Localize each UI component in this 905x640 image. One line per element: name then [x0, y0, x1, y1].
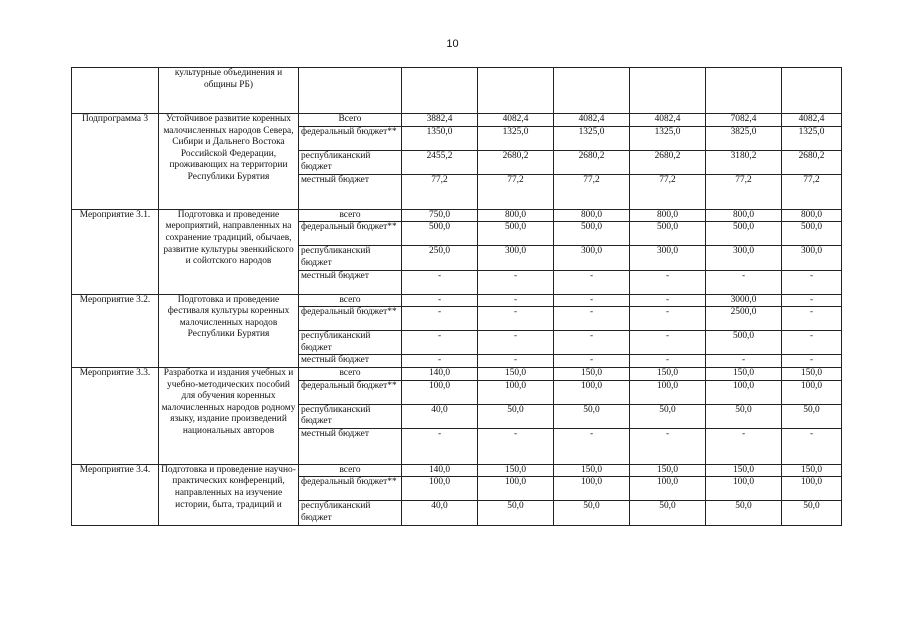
value-cell: - — [478, 331, 554, 355]
value-cell: 4082,4 — [630, 114, 706, 127]
program-code-cell: Мероприятие 3.1. — [72, 209, 159, 294]
funding-source-cell: всего — [299, 464, 402, 477]
value-cell: 100,0 — [402, 477, 478, 501]
value-cell: 500,0 — [630, 222, 706, 246]
value-cell: 100,0 — [630, 477, 706, 501]
funding-source-cell: республиканский бюджет — [299, 501, 402, 525]
budget-table — [71, 67, 842, 526]
cont-value-cell — [630, 68, 706, 114]
value-cell: 50,0 — [706, 501, 782, 525]
value-cell: 2680,2 — [478, 150, 554, 174]
value-cell: - — [402, 331, 478, 355]
value-cell: 50,0 — [554, 404, 630, 428]
funding-source-cell: федеральный бюджет** — [299, 477, 402, 501]
value-cell: 50,0 — [478, 501, 554, 525]
value-cell: 300,0 — [706, 246, 782, 270]
funding-source-cell: местный бюджет — [299, 174, 402, 209]
value-cell: 1325,0 — [554, 126, 630, 150]
value-cell: 77,2 — [630, 174, 706, 209]
funding-source-cell: всего — [299, 209, 402, 222]
value-cell: 50,0 — [782, 501, 842, 525]
program-code-cell: Подпрограмма 3 — [72, 114, 159, 210]
value-cell: 150,0 — [782, 367, 842, 380]
value-cell: 50,0 — [630, 501, 706, 525]
value-cell: - — [630, 307, 706, 331]
value-cell: - — [706, 355, 782, 368]
value-cell: 100,0 — [782, 380, 842, 404]
value-cell: - — [630, 331, 706, 355]
cont-code-cell — [72, 68, 159, 114]
funding-source-cell: всего — [299, 367, 402, 380]
page-number: 10 — [446, 38, 459, 50]
value-cell: 140,0 — [402, 464, 478, 477]
value-cell: 100,0 — [402, 380, 478, 404]
value-cell: 1325,0 — [630, 126, 706, 150]
value-cell: - — [478, 270, 554, 294]
value-cell: - — [782, 294, 842, 307]
value-cell: - — [782, 331, 842, 355]
value-cell: 800,0 — [554, 209, 630, 222]
value-cell: 800,0 — [706, 209, 782, 222]
funding-source-cell: местный бюджет — [299, 355, 402, 368]
program-code-cell: Мероприятие 3.4. — [72, 464, 159, 525]
value-cell: 3000,0 — [706, 294, 782, 307]
value-cell: 50,0 — [554, 501, 630, 525]
table-row-continuation — [72, 68, 842, 114]
value-cell: 7082,4 — [706, 114, 782, 127]
funding-source-cell: федеральный бюджет** — [299, 307, 402, 331]
value-cell: - — [782, 307, 842, 331]
value-cell: 140,0 — [402, 367, 478, 380]
value-cell: 77,2 — [782, 174, 842, 209]
value-cell: - — [782, 355, 842, 368]
value-cell: 1325,0 — [478, 126, 554, 150]
value-cell: 100,0 — [554, 477, 630, 501]
value-cell: - — [554, 355, 630, 368]
value-cell: 77,2 — [402, 174, 478, 209]
value-cell: 100,0 — [478, 380, 554, 404]
funding-source-cell: республиканский бюджет — [299, 150, 402, 174]
cont-value-cell — [554, 68, 630, 114]
program-title-cell: Разработка и издания учебных и учебно-методических пособий для обучения коренных малочисленных народов родному языку, издание произведений национальных авторов — [159, 367, 299, 464]
value-cell: 2680,2 — [554, 150, 630, 174]
value-cell: - — [630, 270, 706, 294]
value-cell: - — [706, 270, 782, 294]
value-cell: 1350,0 — [402, 126, 478, 150]
value-cell: 100,0 — [706, 477, 782, 501]
value-cell: - — [402, 307, 478, 331]
value-cell: 4082,4 — [554, 114, 630, 127]
value-cell: 300,0 — [630, 246, 706, 270]
program-code-cell: Мероприятие 3.3. — [72, 367, 159, 464]
value-cell: 500,0 — [706, 222, 782, 246]
value-cell: 800,0 — [782, 209, 842, 222]
cont-title-cell: культурные объединения и общины РБ) — [159, 68, 299, 114]
value-cell: 300,0 — [478, 246, 554, 270]
cont-value-cell — [402, 68, 478, 114]
value-cell: 40,0 — [402, 501, 478, 525]
value-cell: 4082,4 — [782, 114, 842, 127]
value-cell: 100,0 — [706, 380, 782, 404]
funding-source-cell: местный бюджет — [299, 270, 402, 294]
value-cell: 150,0 — [630, 367, 706, 380]
value-cell: 50,0 — [782, 404, 842, 428]
value-cell: 3882,4 — [402, 114, 478, 127]
value-cell: 500,0 — [402, 222, 478, 246]
value-cell: 500,0 — [706, 331, 782, 355]
value-cell: - — [478, 355, 554, 368]
value-cell: 40,0 — [402, 404, 478, 428]
value-cell: - — [402, 270, 478, 294]
value-cell: 77,2 — [478, 174, 554, 209]
value-cell: 1325,0 — [782, 126, 842, 150]
value-cell: 150,0 — [630, 464, 706, 477]
funding-source-cell: всего — [299, 294, 402, 307]
value-cell: - — [630, 428, 706, 464]
value-cell: 50,0 — [630, 404, 706, 428]
value-cell: 150,0 — [554, 464, 630, 477]
program-title-cell: Подготовка и проведение научно-практических конференций, направленных на изучение истории, быта, традиций и — [159, 464, 299, 525]
value-cell: 150,0 — [554, 367, 630, 380]
value-cell: 150,0 — [782, 464, 842, 477]
value-cell: - — [706, 428, 782, 464]
value-cell: 100,0 — [782, 477, 842, 501]
value-cell: - — [402, 355, 478, 368]
value-cell: 750,0 — [402, 209, 478, 222]
value-cell: 300,0 — [554, 246, 630, 270]
cont-source-cell — [299, 68, 402, 114]
funding-source-cell: местный бюджет — [299, 428, 402, 464]
value-cell: 250,0 — [402, 246, 478, 270]
value-cell: - — [402, 294, 478, 307]
value-cell: 800,0 — [630, 209, 706, 222]
table-row — [72, 114, 842, 127]
program-title-cell: Подготовка и проведение фестиваля культуры коренных малочисленных народов Республики Бурятия — [159, 294, 299, 367]
value-cell: 2455,2 — [402, 150, 478, 174]
value-cell: - — [630, 355, 706, 368]
funding-source-cell: федеральный бюджет** — [299, 380, 402, 404]
value-cell: - — [554, 331, 630, 355]
table-row — [72, 367, 842, 380]
funding-source-cell: республиканский бюджет — [299, 246, 402, 270]
program-title-cell: Устойчивое развитие коренных малочисленных народов Севера, Сибири и Дальнего Востока Российской Федерации, проживающих на территории Республики Бурятия — [159, 114, 299, 210]
budget-table-body — [72, 68, 842, 526]
value-cell: 100,0 — [554, 380, 630, 404]
value-cell: 50,0 — [478, 404, 554, 428]
value-cell: - — [782, 270, 842, 294]
value-cell: - — [478, 307, 554, 331]
value-cell: - — [478, 428, 554, 464]
value-cell: 100,0 — [630, 380, 706, 404]
value-cell: 77,2 — [706, 174, 782, 209]
value-cell: 150,0 — [706, 367, 782, 380]
table-row — [72, 294, 842, 307]
value-cell: 100,0 — [478, 477, 554, 501]
funding-source-cell: Всего — [299, 114, 402, 127]
cont-value-cell — [706, 68, 782, 114]
value-cell: 50,0 — [706, 404, 782, 428]
value-cell: - — [554, 294, 630, 307]
value-cell: - — [554, 428, 630, 464]
funding-source-cell: республиканский бюджет — [299, 404, 402, 428]
value-cell: 500,0 — [554, 222, 630, 246]
value-cell: 4082,4 — [478, 114, 554, 127]
value-cell: 77,2 — [554, 174, 630, 209]
value-cell: - — [554, 307, 630, 331]
value-cell: 2680,2 — [630, 150, 706, 174]
value-cell: 3180,2 — [706, 150, 782, 174]
value-cell: - — [630, 294, 706, 307]
funding-source-cell: федеральный бюджет** — [299, 126, 402, 150]
funding-source-cell: федеральный бюджет** — [299, 222, 402, 246]
value-cell: 500,0 — [478, 222, 554, 246]
funding-source-cell: республиканский бюджет — [299, 331, 402, 355]
table-row — [72, 464, 842, 477]
value-cell: 2500,0 — [706, 307, 782, 331]
table-row — [72, 209, 842, 222]
value-cell: - — [782, 428, 842, 464]
cont-value-cell — [478, 68, 554, 114]
program-title-cell: Подготовка и проведение мероприятий, направленных на сохранение традиций, обычаев, развитие культуры эвенкийского и сойотского народов — [159, 209, 299, 294]
value-cell: - — [402, 428, 478, 464]
value-cell: 150,0 — [478, 464, 554, 477]
value-cell: - — [478, 294, 554, 307]
program-code-cell: Мероприятие 3.2. — [72, 294, 159, 367]
value-cell: 3825,0 — [706, 126, 782, 150]
value-cell: 800,0 — [478, 209, 554, 222]
value-cell: 150,0 — [706, 464, 782, 477]
value-cell: 2680,2 — [782, 150, 842, 174]
value-cell: - — [554, 270, 630, 294]
value-cell: 500,0 — [782, 222, 842, 246]
cont-value-cell — [782, 68, 842, 114]
value-cell: 300,0 — [782, 246, 842, 270]
value-cell: 150,0 — [478, 367, 554, 380]
